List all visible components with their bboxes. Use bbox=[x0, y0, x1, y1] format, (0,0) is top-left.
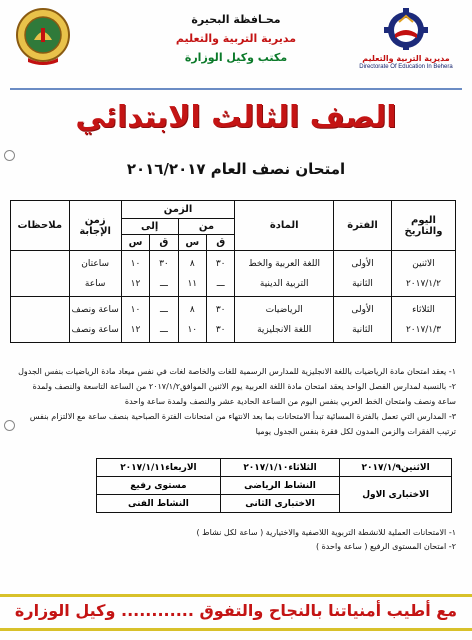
day-date-cell bbox=[391, 297, 455, 343]
from-s-cell bbox=[178, 297, 206, 343]
activity-date: الثلاثاء٢٠١٧/١/١٠ bbox=[220, 459, 339, 477]
activity-cell: الاختبارى الثانى bbox=[220, 495, 339, 513]
footer-rule-top bbox=[0, 594, 472, 597]
directorate-name: مديرية التربية والتعليم bbox=[175, 32, 297, 45]
table-row bbox=[11, 297, 456, 343]
header-from-s: س bbox=[178, 235, 206, 251]
activity-notes bbox=[160, 526, 456, 554]
duration-cell bbox=[69, 297, 121, 343]
header-period: الفترة bbox=[334, 201, 392, 251]
header-block bbox=[0, 10, 472, 67]
table-row bbox=[11, 251, 456, 297]
duration-cell bbox=[69, 251, 121, 297]
time-value: ١٠ bbox=[130, 304, 141, 315]
date-label: ٢٠١٧/١/٢ bbox=[405, 278, 442, 289]
table-row bbox=[97, 477, 452, 495]
header-to-q: ق bbox=[150, 235, 178, 251]
time-value: ـــ bbox=[159, 304, 168, 315]
schedule-table bbox=[10, 200, 456, 343]
header-notes: ملاحظات bbox=[11, 201, 70, 251]
header-from-q: ق bbox=[207, 235, 235, 251]
time-value: ١٢ bbox=[130, 324, 141, 335]
day-label: الثلاثاء bbox=[412, 304, 435, 315]
time-value: ٨ bbox=[189, 304, 195, 315]
header-divider bbox=[10, 88, 462, 90]
header-to: إلى bbox=[121, 219, 178, 235]
day-label: الاثنين bbox=[412, 258, 435, 269]
header-duration: زمن الإجابة bbox=[69, 201, 121, 251]
time-value: ١٠ bbox=[130, 258, 141, 269]
header-day-date: اليوم والتاريخ bbox=[391, 201, 455, 251]
note-item: ٢- امتحان المستوى الرفيع ( ساعة واحدة ) bbox=[315, 542, 456, 551]
note-item: ٣- المدارس التي تعمل بالفترة المسائية تبدأ الامتحانات بما بعد الانتهاء من امتحانات الفترة الصباحية بنصف ساعة مع الالتزام بنفس ترتيب الفقرات والزمن المدون لكل فقرة بنفس الجدول يوميا bbox=[29, 412, 456, 436]
activity-cell: النشاط الرياضى bbox=[220, 477, 339, 495]
from-q-cell bbox=[207, 251, 235, 297]
period-cell bbox=[334, 297, 392, 343]
footer-rule-bottom bbox=[0, 628, 472, 631]
note-item: ٢- بالنسبة لمدارس الفصل الواحد يعقد امتحان مادة اللغة العربية يوم الاثنين الموافق٢٠١٧/١/٢ من الساعة التاسعة والنصف ولمدة ساعة ونصف وامتحان الخط العربي بنفس اليوم من الساعة الحادية عشر والنصف ولمدة ساعة واحدة bbox=[32, 382, 456, 406]
time-value: ٣٠ bbox=[215, 324, 226, 335]
subject-label: اللغة الانجليزية bbox=[257, 324, 312, 335]
period-label: الثانية bbox=[352, 278, 373, 289]
subject-label: التربية الدينية bbox=[259, 278, 309, 289]
notes-block bbox=[12, 364, 456, 439]
duration-value: ساعة bbox=[84, 278, 106, 289]
header-subject: المادة bbox=[235, 201, 334, 251]
time-value: ١١ bbox=[187, 278, 198, 289]
time-value: ٣٠ bbox=[215, 304, 226, 315]
activity-date: الاربعاء٢٠١٧/١/١١ bbox=[97, 459, 221, 477]
duration-value: ساعة ونصف bbox=[71, 304, 119, 315]
subject-label: اللغة العربية والخط bbox=[248, 258, 320, 269]
notes-cell bbox=[11, 297, 70, 343]
logo-arabic-caption: مديرية التربية والتعليم bbox=[362, 54, 450, 63]
activity-date: الاثنين٢٠١٧/١/٩ bbox=[340, 459, 452, 477]
to-s-cell bbox=[121, 251, 149, 297]
activity-cell: النشاط الفنى bbox=[97, 495, 221, 513]
note-item: ١- الامتحانات العملية للانشطة التربوية اللاصفية والاختيارية ( ساعة لكل نشاط ) bbox=[196, 528, 456, 537]
time-value: ٣٠ bbox=[159, 258, 169, 269]
time-value: ـــ bbox=[216, 278, 225, 289]
governorate-name: محـافظة البحيرة bbox=[191, 13, 281, 26]
note-item: ١- يعقد امتحان مادة الرياضيات باللغة الانجليزية للمدارس الرسمية للغات والخاصة لغات في نفس ميعاد مادة الرياضيات بنفس الجدول bbox=[18, 367, 456, 376]
activity-cell: مستوى رفيع bbox=[97, 477, 221, 495]
from-q-cell bbox=[207, 297, 235, 343]
header-to-s: س bbox=[121, 235, 149, 251]
time-value: ٨ bbox=[189, 258, 195, 269]
table-row bbox=[97, 459, 452, 477]
header-time: الزمن bbox=[121, 201, 235, 219]
period-label: الثانية bbox=[352, 324, 373, 335]
activity-label: الاختبارى الاول bbox=[340, 477, 452, 513]
subject-label: الرياضيات bbox=[265, 304, 303, 315]
footer bbox=[0, 594, 472, 634]
time-value: ١٠ bbox=[187, 324, 198, 335]
time-value: ٣٠ bbox=[215, 258, 226, 269]
to-s-cell bbox=[121, 297, 149, 343]
to-q-cell bbox=[150, 251, 178, 297]
period-cell bbox=[334, 251, 392, 297]
logo-english-caption: Directorate Of Education In Behera bbox=[359, 64, 453, 70]
office-name: مكتب وكيل الوزارة bbox=[184, 51, 288, 64]
duration-value: ساعة ونصف bbox=[71, 324, 119, 335]
activities-table bbox=[96, 458, 452, 513]
time-value: ـــ bbox=[159, 324, 168, 335]
period-label: الأولى bbox=[351, 304, 374, 315]
from-s-cell bbox=[178, 251, 206, 297]
day-date-cell bbox=[391, 251, 455, 297]
header-from: من bbox=[178, 219, 235, 235]
notes-cell bbox=[11, 251, 70, 297]
to-q-cell bbox=[150, 297, 178, 343]
time-value: ١٢ bbox=[130, 278, 141, 289]
duration-value: ساعتان bbox=[81, 258, 110, 269]
exam-subtitle: امتحان نصف العام ٢٠١٦/٢٠١٧ bbox=[126, 160, 346, 178]
subject-cell bbox=[235, 297, 334, 343]
page-title: الصف الثالث الابتدائي bbox=[75, 100, 397, 135]
date-label: ٢٠١٧/١/٣ bbox=[405, 324, 442, 335]
period-label: الأولى bbox=[351, 258, 374, 269]
footer-text: مع أطيب أمنياتنا بالنجاح والتفوق ............ وكيل الوزارة bbox=[14, 601, 458, 620]
time-value: ـــ bbox=[159, 278, 168, 289]
subject-cell bbox=[235, 251, 334, 297]
